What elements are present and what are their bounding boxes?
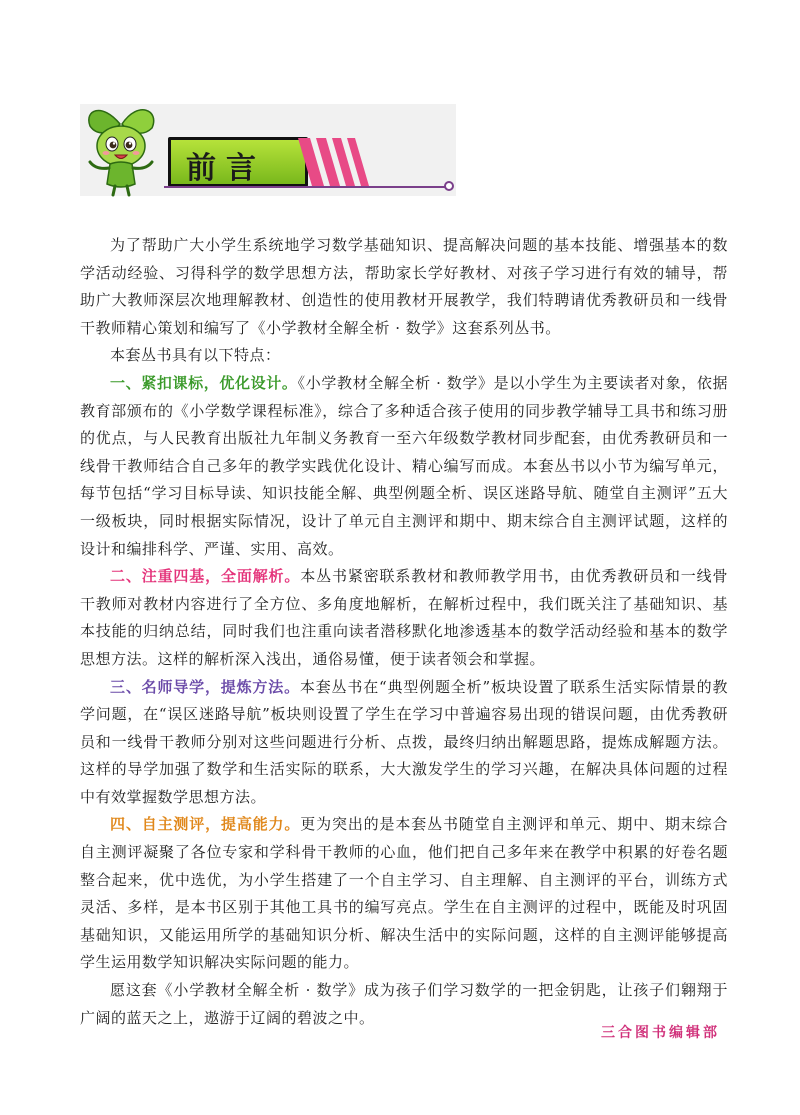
section-paragraph-1 [80,370,728,563]
section-paragraph-2 [80,563,728,673]
section-paragraph-3 [80,674,728,812]
leaf-sprout-mascot-icon [80,100,162,198]
section-heading-2: 二、注重四基，全面解析。 [110,567,301,586]
preface-body [80,232,728,1032]
intro-paragraph: 为了帮助广大小学生系统地学习数学基础知识、提高解决问题的基本技能、增强基本的数学活动经验、习得科学的数学思想方法，帮助家长学好教材、对孩子学习进行有效的辅导，帮助广大教师深层次地理解教材、创造性的使用教材开展教学，我们特聘请优秀教研员和一线骨干教师精心策划和编写了《小学教材全解全析 · 数学》这套系列丛书。 [80,236,728,337]
closing-paragraph: 愿这套《小学教材全解全析 · 数学》成为孩子们学习数学的一把金钥匙，让孩子们翱翔于广阔的蓝天之上，遨游于辽阔的碧波之中。 [80,981,728,1027]
features-intro: 本套丛书具有以下特点： [110,346,281,365]
section-paragraph-4 [80,811,728,977]
section-heading-1: 一、紧扣课标，优化设计。 [110,373,298,392]
section-text-2: 本丛书紧密联系教材和教师教学用书，由优秀教研员和一线骨干教师对教材内容进行了全方位、多角度地解析，在解析过程中，我们既关注了基础知识、基本技能的归纳总结，同时我们也注重向读者潜移默化地渗透基本的数学活动经验和基本的数学思想方法。这样的解析深入浅出，通俗易懂，便于读者领会和掌握。 [80,567,728,668]
section-heading-3: 三、名师导学，提炼方法。 [110,677,300,696]
publisher-signature: 三合图书编辑部 [601,1025,720,1041]
section-text-3: 本套丛书在“典型例题全析”板块设置了联系生活实际情景的教学问题，在“误区迷路导航”板块则设置了学生在学习中普遍容易出现的错误问题，由优秀教研员和一线骨干教师分别对这些问题进行分析、点拨，最终归纳出解题思路，提炼成解题方法。这样的导学加强了数学和生活实际的联系，大大激发学生的学习兴趣，在解决具体问题的过程中有效掌握数学思想方法。 [80,677,728,806]
header-underline [164,186,448,188]
section-heading-4: 四、自主测评，提高能力。 [110,815,301,834]
section-text-4: 更为突出的是本套丛书随堂自主测评和单元、期中、期末综合自主测评凝聚了各位专家和学科骨干教师的心血，他们把自己多年来在教学中积累的好卷名题整合起来，优中选优，为小学生搭建了一个自主学习、自主理解、自主测评的平台，训练方式灵活、多样，是本书区别于其他工具书的编写亮点。学生在自主测评的过程中，既能及时巩固基础知识，又能运用所学的基础知识分析、解决生活中的实际问题，这样的自主测评能够提高学生运用数学知识解决实际问题的能力。 [80,815,728,972]
page-title: 前言 [186,151,266,186]
header-end-dot [444,181,454,191]
section-text-1: 《小学教材全解全析 · 数学》是以小学生为主要读者对象，依据教育部颁布的《小学数学课程标准》，综合了多种适合孩子使用的同步教学辅导工具书和练习册的优点，与人民教育出版社九年制义务教育一至六年级数学教材同步配套，由优秀教研员和一线骨干教师结合自己多年的教学实践优化设计、精心编写而成。本套丛书以小节为编写单元，每节包括“学习目标导读、知识技能全解、典型例题全析、误区迷路导航、随堂自主测评”五大一级板块，同时根据实际情况，设计了单元自主测评和期中、期末综合自主测评试题，这样的设计和编排科学、严谨、实用、高效。 [80,373,728,558]
decorative-stripes [298,138,378,186]
